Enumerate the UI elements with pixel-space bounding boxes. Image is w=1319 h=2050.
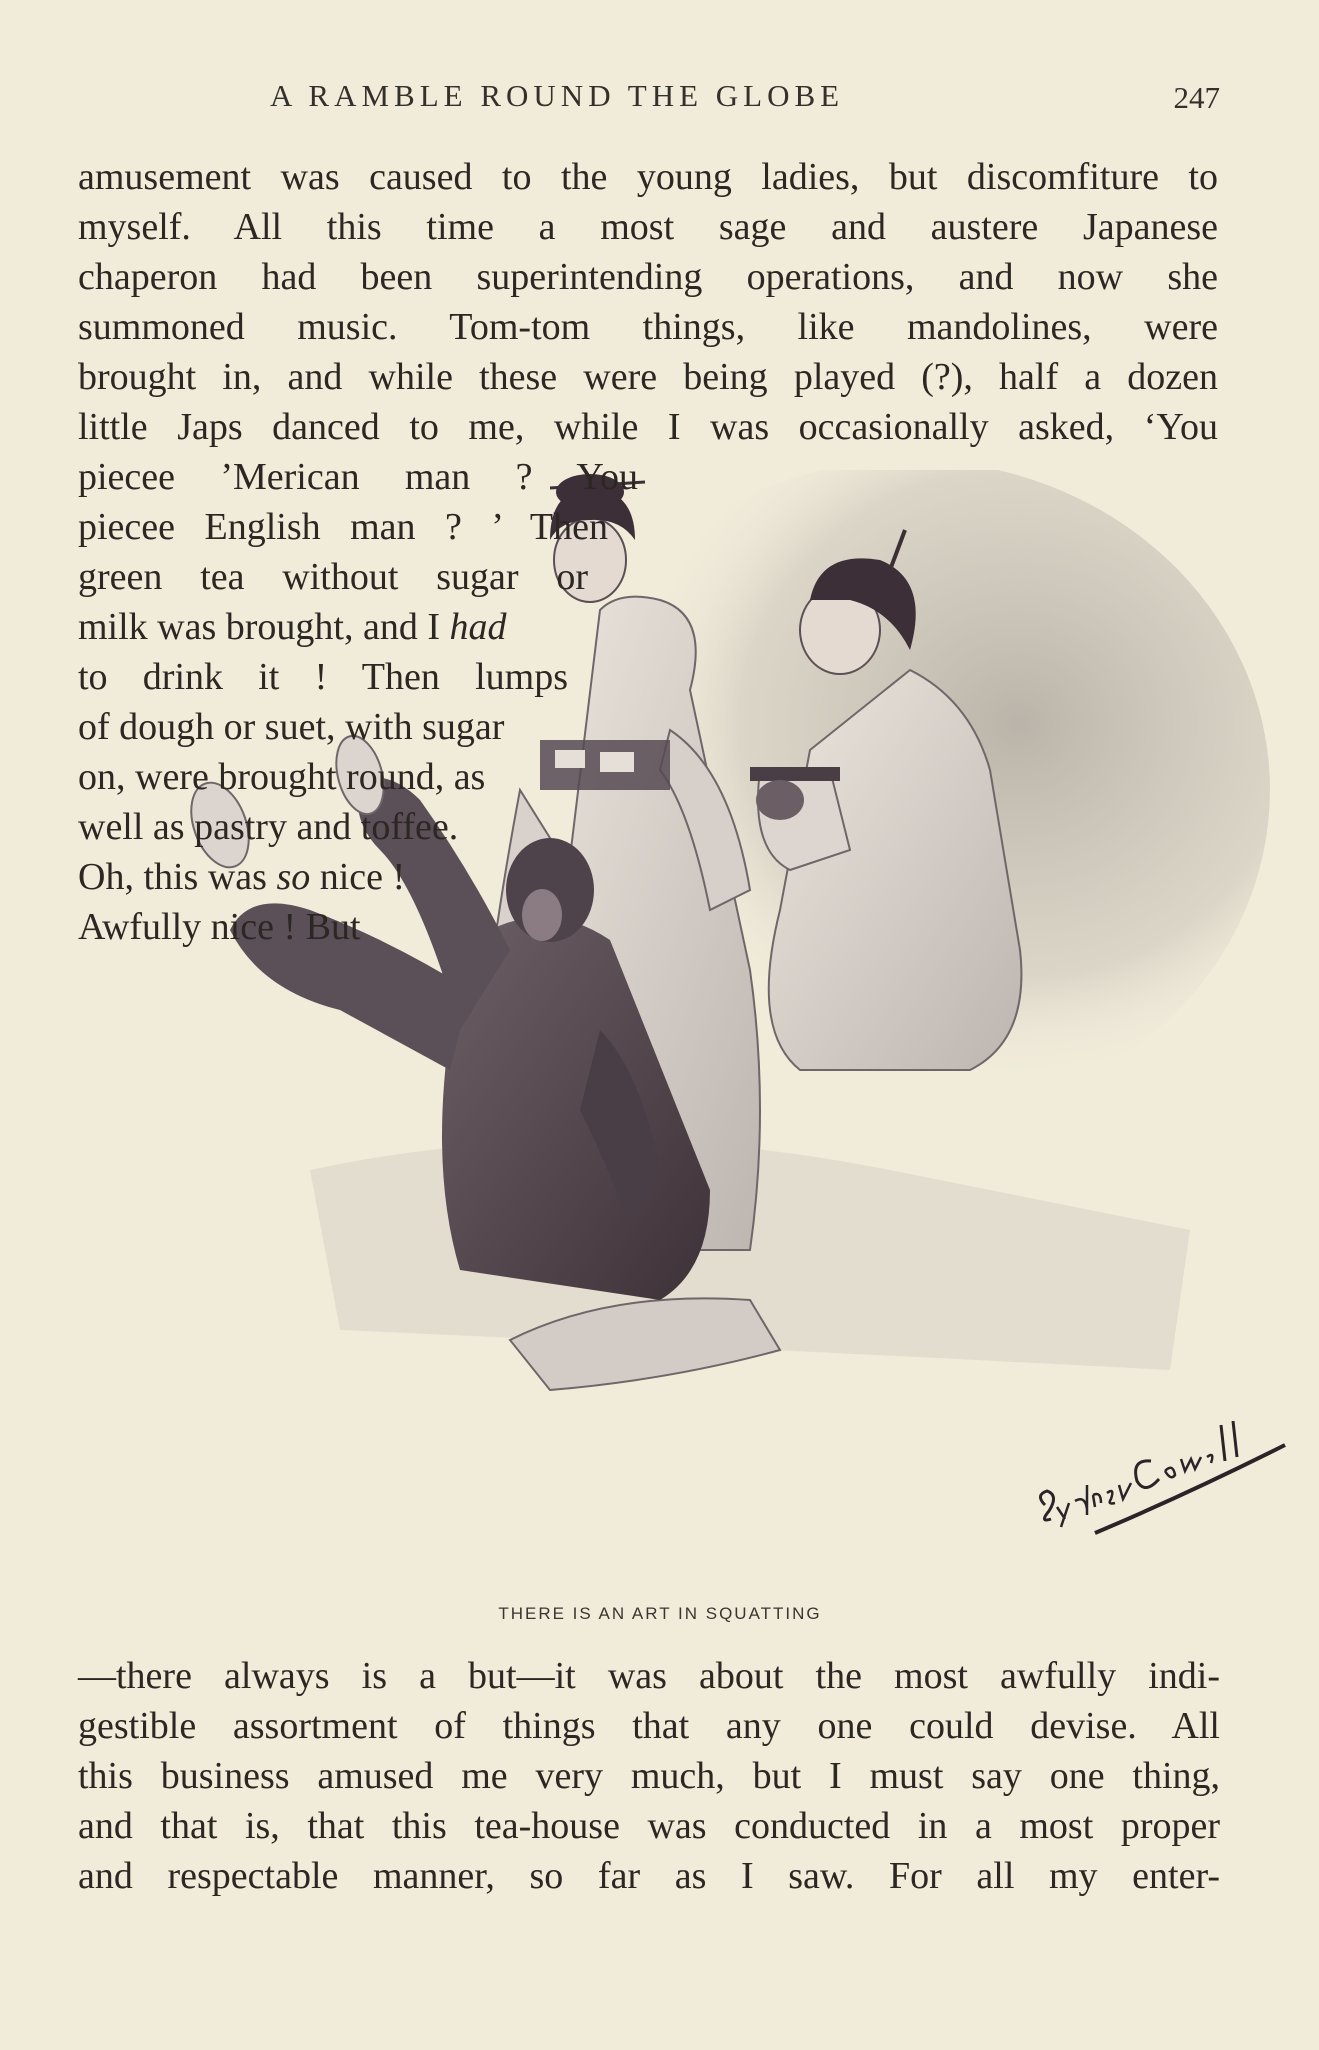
text-line: —there always is a but—it was about the most awfully indi- <box>78 1655 1220 1697</box>
text-line: and that is, that this tea-house was conducted in a most proper <box>78 1805 1220 1847</box>
text-line: gestible assortment of things that any one could devise. All <box>78 1705 1220 1747</box>
artist-signature <box>1035 1415 1295 1545</box>
text-line: amusement was caused to the young ladies, but discomfiture to <box>78 156 1218 198</box>
text-line: little Japs danced to me, while I was occasionally asked, ‘You <box>78 406 1218 448</box>
text-line: and respectable manner, so far as I saw. For all my enter- <box>78 1855 1220 1897</box>
wrapped-paragraph <box>78 452 1218 952</box>
running-head: A RAMBLE ROUND THE GLOBE <box>270 78 845 113</box>
italic-emphasis: so <box>276 856 311 898</box>
text-line: piecee ’Merican man ? You <box>78 456 638 498</box>
text-line: to drink it ! Then lumps <box>78 656 568 698</box>
text-line: green tea without sugar or <box>78 556 588 598</box>
text-line: well as pastry and toffee. <box>78 806 459 848</box>
top-paragraph <box>78 152 1218 452</box>
text-line: brought in, and while these were being played (?), half a dozen <box>78 356 1218 398</box>
text-line: this business amused me very much, but I must say one thing, <box>78 1755 1220 1797</box>
text-line: summoned music. Tom-tom things, like mandolines, were <box>78 306 1218 348</box>
text-line: myself. All this time a most sage and austere Japanese <box>78 206 1218 248</box>
illustration-caption: THERE IS AN ART IN SQUATTING <box>498 1604 822 1623</box>
text-line: piecee English man ? ’ Then <box>78 506 608 548</box>
text-line: chaperon had been superintending operations, and now she <box>78 256 1218 298</box>
text-line: Awfully nice ! But <box>78 906 361 948</box>
text-segment: milk was brought, and I <box>78 606 450 648</box>
text-line: on, were brought round, as <box>78 756 486 798</box>
text-line <box>78 852 1218 902</box>
bottom-paragraph <box>78 1651 1220 1901</box>
page-number: 247 <box>1173 80 1220 115</box>
text-segment: nice ! <box>310 856 406 898</box>
text-line: of dough or suet, with sugar <box>78 706 505 748</box>
italic-emphasis: had <box>449 606 507 648</box>
text-segment: Oh, this was <box>78 856 277 898</box>
text-line <box>78 602 1218 652</box>
